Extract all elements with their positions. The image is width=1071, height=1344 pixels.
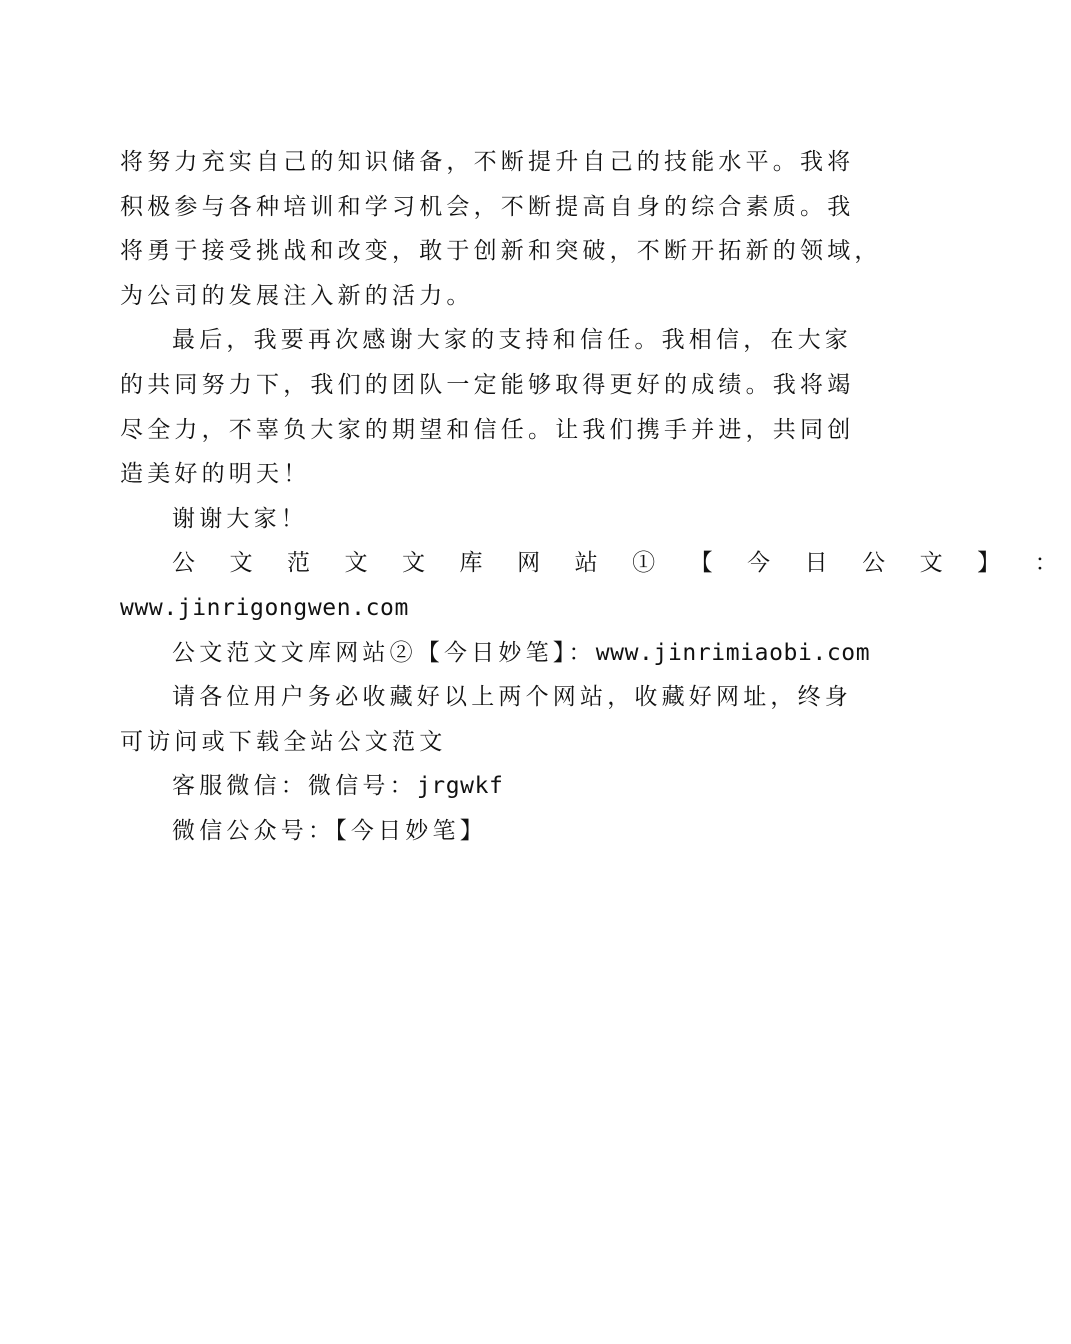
text-line: 可访问或下载全站公文范文	[120, 728, 447, 755]
paragraph-commitment	[120, 140, 882, 318]
text-line: 积极参与各种培训和学习机会，不断提高自身的综合素质。我	[120, 193, 855, 220]
paragraph-closing-thanks	[120, 318, 855, 496]
paragraph-thank-you	[120, 497, 832, 542]
text-line: 最后，我要再次感谢大家的支持和信任。我相信，在大家	[172, 327, 852, 354]
site-two-entry	[120, 631, 871, 676]
text-line: 为公司的发展注入新的活力。	[120, 282, 474, 309]
text-line: 将勇于接受挑战和改变，敢于创新和突破，不断开拓新的领域，	[120, 238, 882, 265]
site-two-url[interactable]: www.jinrimiaobi.com	[595, 639, 871, 666]
site-two-line	[120, 631, 871, 676]
bookmark-notice	[120, 675, 852, 764]
text-line: 尽全力，不辜负大家的期望和信任。让我们携手并进，共同创	[120, 416, 855, 443]
document-body	[120, 140, 1071, 854]
text-line: 将努力充实自己的知识储备，不断提升自己的技能水平。我将	[120, 149, 855, 175]
service-label: 客服微信：微信号：	[172, 773, 417, 800]
wechat-official-text: 微信公众号：【今日妙笔】	[172, 817, 487, 844]
text-line: 请各位用户务必收藏好以上两个网站，收藏好网址，终身	[172, 684, 852, 711]
site-one-label: 公 文 范 文 文 库 网 站 ① 【 今 日 公 文 】 ：	[172, 550, 1071, 577]
text-line: 的共同努力下，我们的团队一定能够取得更好的成绩。我将竭	[120, 371, 855, 398]
site-one-entry	[120, 541, 1071, 630]
customer-service-line	[120, 764, 832, 809]
wechat-official-line	[120, 809, 832, 854]
text-line: 谢谢大家！	[172, 505, 308, 532]
service-line	[120, 764, 832, 809]
site-two-label: 公文范文文库网站②【今日妙笔】：	[172, 639, 596, 666]
site-one-url[interactable]: www.jinrigongwen.com	[120, 594, 409, 621]
text-line: 造美好的明天！	[120, 461, 311, 488]
service-wechat-id: jrgwkf	[416, 773, 504, 800]
